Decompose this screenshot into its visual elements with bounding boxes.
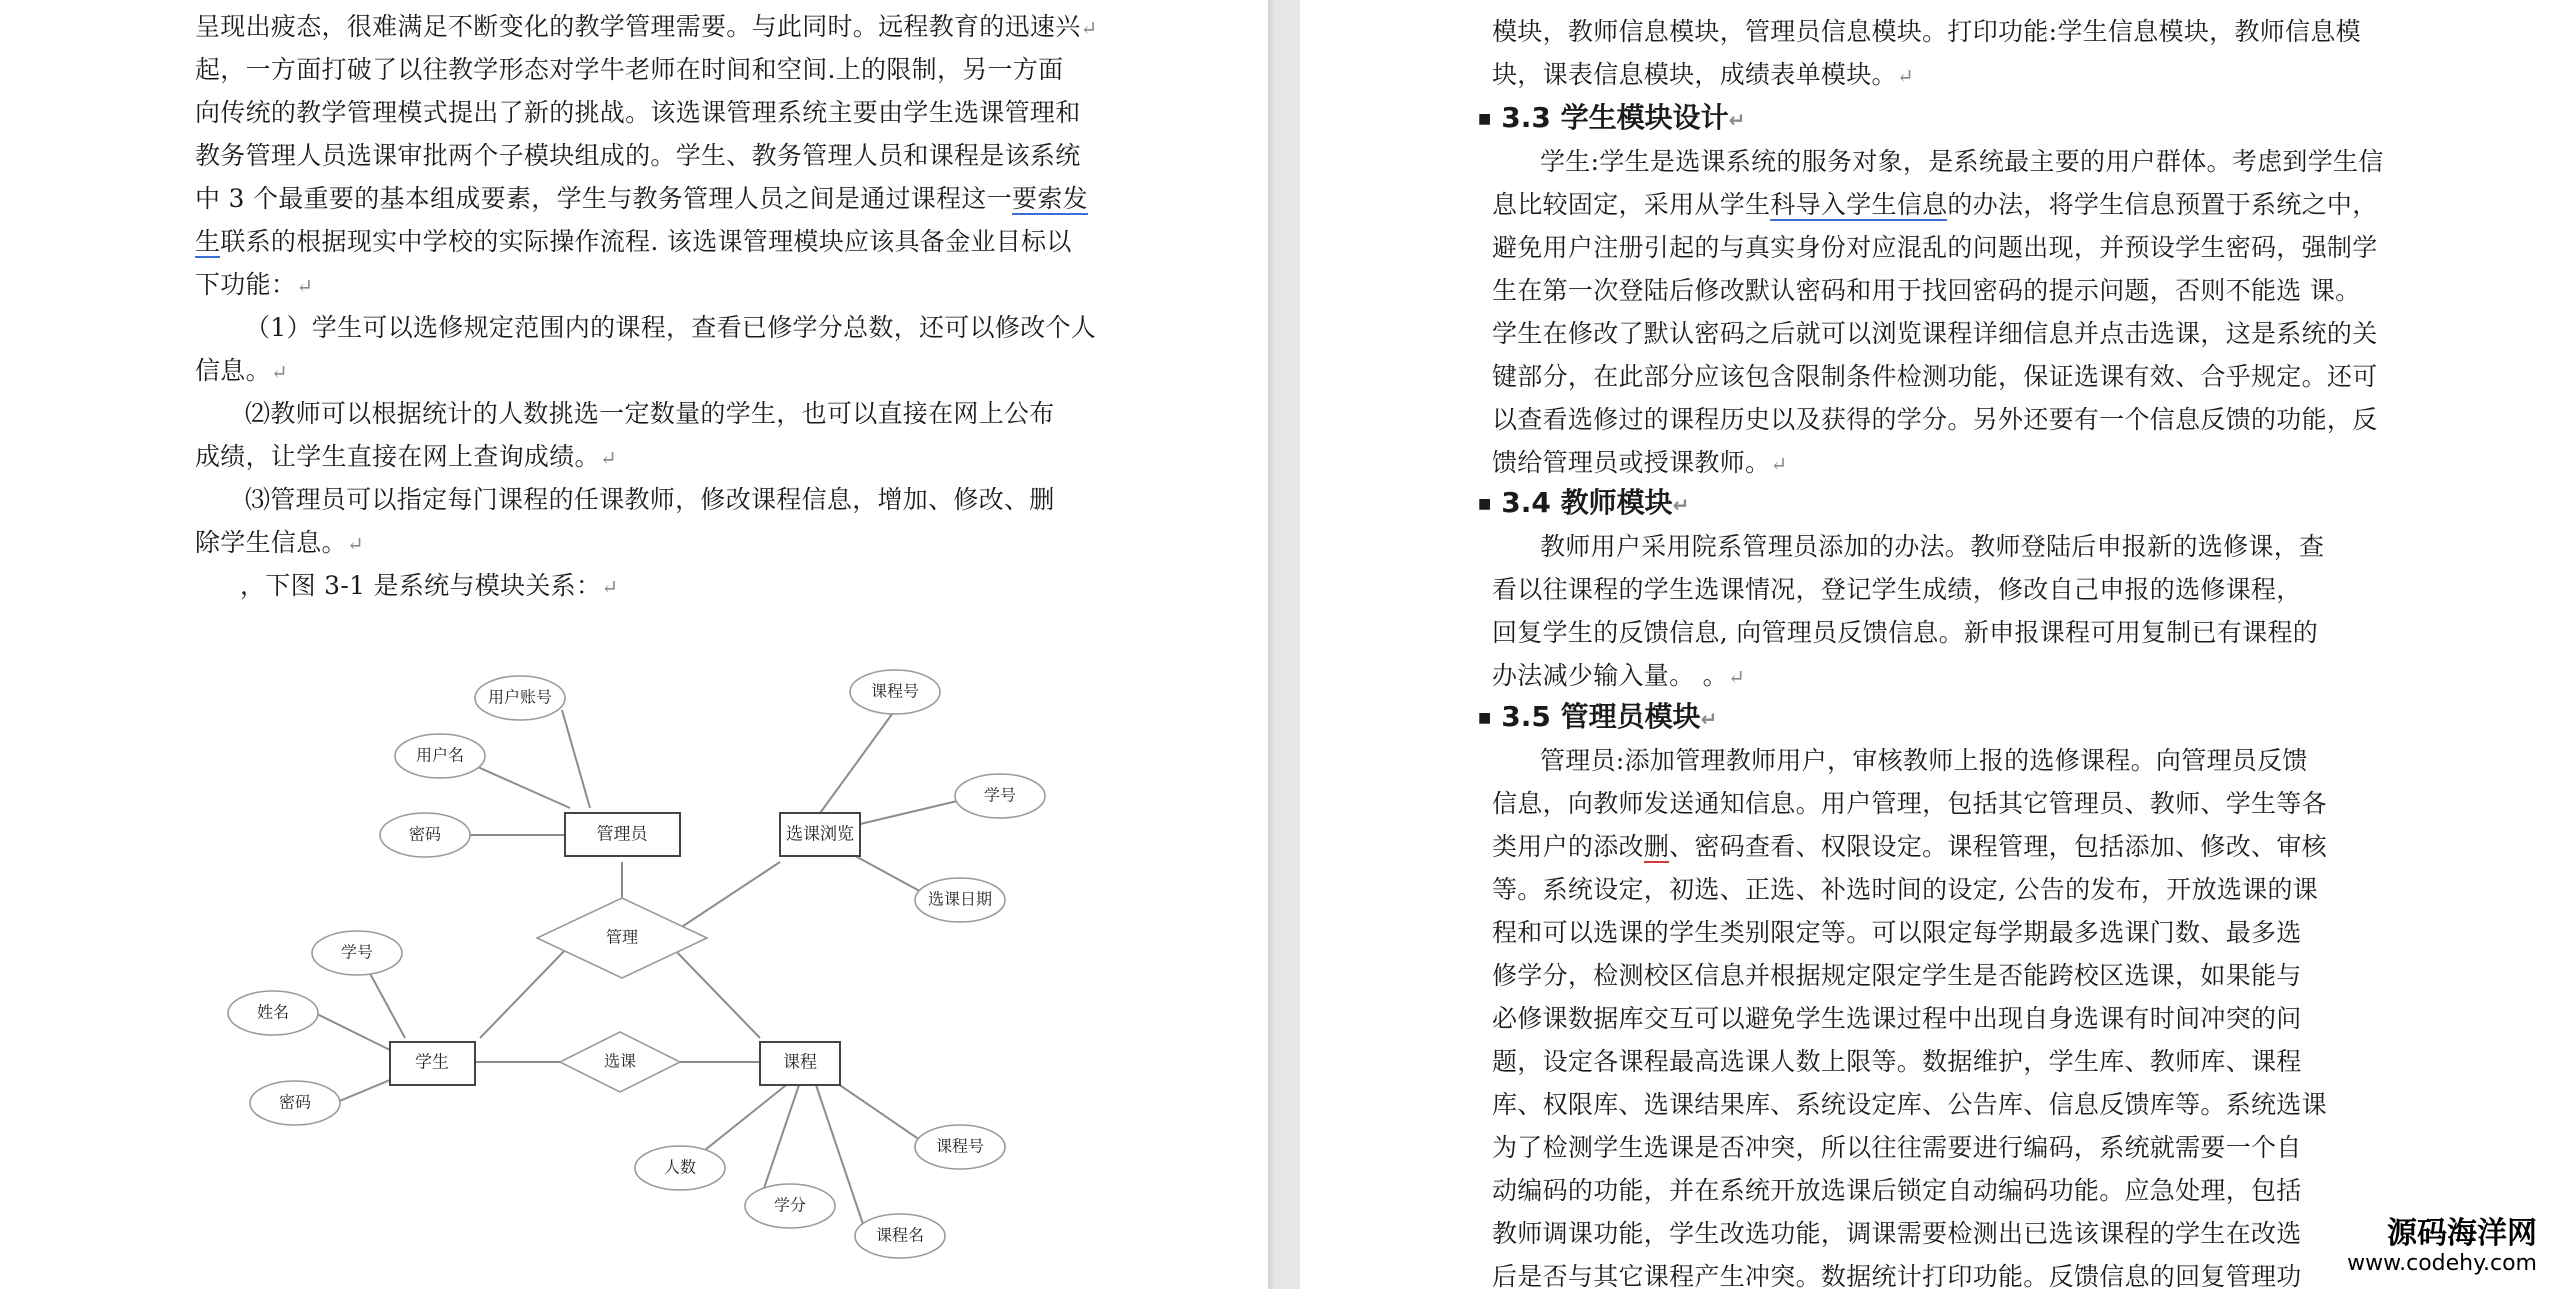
relation-label: 管理	[605, 927, 639, 947]
text-line	[195, 48, 1063, 91]
text-line	[195, 263, 313, 308]
spellcheck-underlined-text: 删	[1643, 832, 1670, 861]
text-line	[245, 392, 1055, 435]
text-line	[1492, 1212, 2302, 1255]
attribute-label: 姓名	[256, 1002, 290, 1022]
paragraph-mark: ↵	[1728, 108, 1746, 132]
text-line	[1540, 140, 2384, 183]
text-line	[1492, 398, 2378, 441]
spellcheck-underlined-text: 生	[195, 227, 221, 256]
section-heading-3-5: ■ 3.5 管理员模块↵	[1478, 700, 1718, 733]
line-text: 、密码查看、权限设定。课程管理，包括添加、修改、审核	[1669, 832, 2327, 861]
text-line	[240, 564, 618, 609]
text-line	[1492, 611, 2318, 654]
line-text: 信息，向教师发送通知信息。用户管理，包括其它管理员、教师、学生等各	[1492, 789, 2327, 818]
text-line	[1492, 997, 2302, 1040]
line-text: 联系的根据现实中学校的实际操作流程. 该选课管理模块应该具备金业目标以	[220, 227, 1072, 256]
attr-course-no	[850, 670, 940, 714]
attr-student-no	[955, 774, 1045, 818]
text-line	[1492, 1040, 2302, 1083]
text-line	[1492, 183, 2378, 226]
watermark-url: www.codehy.com	[2347, 1251, 2537, 1276]
text-line	[1492, 441, 1787, 486]
paragraph-mark: ↵	[296, 274, 314, 298]
text-line	[1492, 911, 2302, 954]
attribute-label: 课程号	[935, 1136, 985, 1156]
attribute-label: 用户名	[415, 745, 465, 765]
paragraph-mark: ↵	[270, 360, 288, 384]
attribute-label: 人数	[663, 1157, 697, 1177]
relation-manage	[537, 898, 707, 978]
line-text: 模块，教师信息模块，管理员信息模块。打印功能:学生信息模块，教师信息模	[1492, 17, 2361, 46]
line-text: 的办法，将学生信息预置于系统之中，	[1947, 190, 2378, 219]
line-text: 库、权限库、选课结果库、系统设定库、公告库、信息反馈库等。系统选课	[1492, 1090, 2327, 1119]
line-text: 避免用户注册引起的与真实身份对应混乱的问题出现，并预设学生密码，强制学	[1492, 233, 2378, 262]
paragraph-mark: ↵	[346, 532, 364, 556]
text-line	[195, 435, 617, 480]
line-text: 成绩，让学生直接在网上查询成绩。	[195, 442, 600, 471]
line-text: 动编码的功能，并在系统开放选课后锁定自动编码功能。应急处理，包括	[1492, 1176, 2302, 1205]
page-gap	[1268, 0, 1300, 1289]
entity-label: 学生	[415, 1052, 449, 1073]
line-text: 信息。	[195, 356, 271, 385]
text-line	[1492, 654, 1745, 699]
paragraph-mark: ↵	[1700, 707, 1718, 731]
text-line	[1540, 739, 2308, 782]
attribute-label: 密码	[278, 1092, 312, 1112]
entity-course	[760, 1042, 840, 1085]
attribute-label: 学分	[773, 1195, 807, 1215]
text-line	[1492, 10, 2361, 53]
line-text: 呈现出疲态，很难满足不断变化的教学管理需要。与此同时。远程教育的迅速兴	[195, 12, 1081, 41]
line-text: 下功能：	[195, 270, 297, 299]
heading-text: 3.5 管理员模块	[1501, 700, 1701, 733]
line-text: 向传统的教学管理模式提出了新的挑战。该选课管理系统主要由学生选课管理和	[195, 98, 1081, 127]
line-text: 息比较固定，采用从学生	[1492, 190, 1771, 219]
line-text: 等。系统设定，初选、正选、补选时间的设定, 公告的发布，开放选课的课	[1492, 875, 2319, 904]
line-text: 题，设定各课程最高选课人数上限等。数据维护，学生库、教师库、课程	[1492, 1047, 2302, 1076]
attr-username	[395, 734, 485, 778]
attr-credit	[745, 1184, 835, 1228]
attribute-label: 课程号	[870, 681, 920, 701]
text-line	[1492, 568, 2302, 611]
section-heading-3-3: ■ 3.3 学生模块设计↵	[1478, 101, 1746, 134]
line-text: ，下图 3-1 是系统与模块关系：	[240, 571, 602, 600]
line-text: 管理员:添加管理教师用户，审核教师上报的选修课程。向管理员反馈	[1540, 746, 2308, 775]
paragraph-mark: ↵	[1896, 64, 1914, 88]
line-text: 必修课数据库交互可以避免学生选课过程中出现自身选课有时间冲突的问	[1492, 1004, 2302, 1033]
relation-select	[560, 1032, 680, 1092]
line-text: 起，一方面打破了以往教学形态对学牛老师在时间和空间.上的限制，另一方面	[195, 55, 1064, 84]
line-text: 学生在修改了默认密码之后就可以浏览课程详细信息并点击选课，这是系统的关	[1492, 319, 2378, 348]
heading-text: 3.3 学生模块设计	[1501, 101, 1729, 134]
attr-password	[380, 813, 470, 857]
line-text: 看以往课程的学生选课情况，登记学生成绩，修改自己申报的选修课程，	[1492, 575, 2302, 604]
text-line	[195, 349, 288, 394]
paragraph-mark: ↵	[601, 575, 619, 599]
entity-admin	[565, 813, 680, 856]
text-line	[195, 177, 1088, 220]
text-line	[195, 91, 1081, 134]
entity-label: 管理员	[596, 824, 648, 845]
line-text: 中 3 个最重要的基本组成要素，学生与教务管理人员之间是通过课程这一	[195, 184, 1013, 213]
text-line	[1492, 1083, 2327, 1126]
line-text: 除学生信息。	[195, 528, 347, 557]
entity-label: 课程	[783, 1052, 817, 1073]
attr-student-no	[312, 931, 402, 975]
line-text: 修学分，检测校区信息并根据规定限定学生是否能跨校区选课，如果能与	[1492, 961, 2302, 990]
text-line	[1540, 525, 2324, 568]
line-text: ⑶管理员可以指定每门课程的任课教师，修改课程信息，增加、修改、删	[245, 485, 1055, 514]
text-line	[1492, 355, 2378, 398]
entity-student	[390, 1042, 475, 1085]
right-page	[1300, 0, 2555, 1289]
line-text: 类用户的添改	[1492, 832, 1644, 861]
attr-select-date	[915, 878, 1005, 922]
text-line	[1492, 954, 2302, 997]
spellcheck-underlined-text: 科导入学生信息	[1770, 190, 1948, 219]
text-line	[1492, 782, 2327, 825]
heading-text: 3.4 教师模块	[1501, 486, 1673, 519]
line-text: 以查看选修过的课程历史以及获得的学分。另外还要有一个信息反馈的功能，反	[1492, 405, 2378, 434]
text-line	[1492, 312, 2378, 355]
line-text: 生在第一次登陆后修改默认密码和用于找回密码的提示问题，否则不能选 课。	[1492, 276, 2361, 305]
attr-course-name	[855, 1214, 945, 1258]
text-line	[245, 306, 1096, 349]
site-watermark	[2347, 1217, 2537, 1277]
line-text: 回复学生的反馈信息, 向管理员反馈信息。新申报课程可用复制已有课程的	[1492, 618, 2319, 647]
paragraph-mark: ↵	[599, 446, 617, 470]
attribute-label: 选课日期	[927, 889, 993, 909]
attr-name	[228, 991, 318, 1035]
attribute-label: 用户账号	[487, 687, 553, 707]
paragraph-mark: ↵	[1672, 493, 1690, 517]
line-text: 教师用户采用院系管理员添加的办法。教师登陆后申报新的选修课，查	[1540, 532, 2325, 561]
text-line	[1492, 1255, 2302, 1289]
line-text: 块，课表信息模块，成绩表单模块。	[1492, 60, 1897, 89]
text-line	[1492, 269, 2360, 312]
line-text: 学生:学生是选课系统的服务对象，是系统最主要的用户群体。考虑到学生信	[1540, 147, 2384, 176]
text-line	[195, 5, 1098, 50]
line-text: 后是否与其它课程产生冲突。数据统计打印功能。反馈信息的回复管理功	[1492, 1262, 2302, 1289]
line-text: 教务管理人员选课审批两个子模块组成的。学生、教务管理人员和课程是该系统	[195, 141, 1081, 170]
text-line	[1492, 1126, 2302, 1169]
line-text: 键部分，在此部分应该包含限制条件检测功能，保证选课有效、合乎规定。还可	[1492, 362, 2378, 391]
watermark-title: 源码海洋网	[2387, 1216, 2537, 1251]
paragraph-mark: ↵	[1727, 665, 1746, 689]
line-text: 为了检测学生选课是否冲突，所以往往需要进行编码，系统就需要一个自	[1492, 1133, 2302, 1162]
text-line	[195, 134, 1081, 177]
relation-label: 选课	[603, 1051, 637, 1071]
attr-headcount	[635, 1146, 725, 1190]
attribute-label: 密码	[408, 824, 442, 844]
text-line	[1492, 226, 2378, 269]
line-text: 馈给管理员或授课教师。	[1492, 448, 1771, 477]
attribute-label: 课程名	[875, 1225, 925, 1245]
entity-label: 选课浏览	[786, 824, 854, 845]
line-text: （1）学生可以选修规定范围内的课程，查看已修学分总数，还可以修改个人	[245, 313, 1097, 342]
text-line	[195, 220, 1072, 263]
attribute-label: 学号	[340, 942, 374, 962]
attribute-label: 学号	[983, 785, 1017, 805]
spellcheck-underlined-text: 要索发	[1012, 184, 1088, 213]
er-diagram	[215, 650, 1095, 1270]
text-line	[1492, 53, 1914, 98]
text-line	[245, 478, 1055, 521]
line-text: 教师调课功能，学生改选功能，调课需要检测出已选该课程的学生在改选	[1492, 1219, 2302, 1248]
paragraph-mark: ↵	[1770, 452, 1788, 476]
text-line	[1492, 1169, 2302, 1212]
entity-browse	[780, 813, 860, 856]
text-line	[1492, 825, 2327, 868]
section-heading-3-4: ■ 3.4 教师模块↵	[1478, 486, 1690, 519]
text-line	[195, 521, 364, 566]
paragraph-mark: ↵	[1080, 16, 1098, 40]
attr-course-no	[915, 1125, 1005, 1169]
attr-user-account	[475, 676, 565, 720]
line-text: ⑵教师可以根据统计的人数挑选一定数量的学生，也可以直接在网上公布	[245, 399, 1055, 428]
left-page	[0, 0, 1268, 1289]
line-text: 程和可以选课的学生类别限定等。可以限定每学期最多选课门数、最多选	[1492, 918, 2302, 947]
line-text: 办法减少输入量。 。	[1492, 661, 1728, 690]
text-line	[1492, 868, 2318, 911]
attr-password	[250, 1081, 340, 1125]
